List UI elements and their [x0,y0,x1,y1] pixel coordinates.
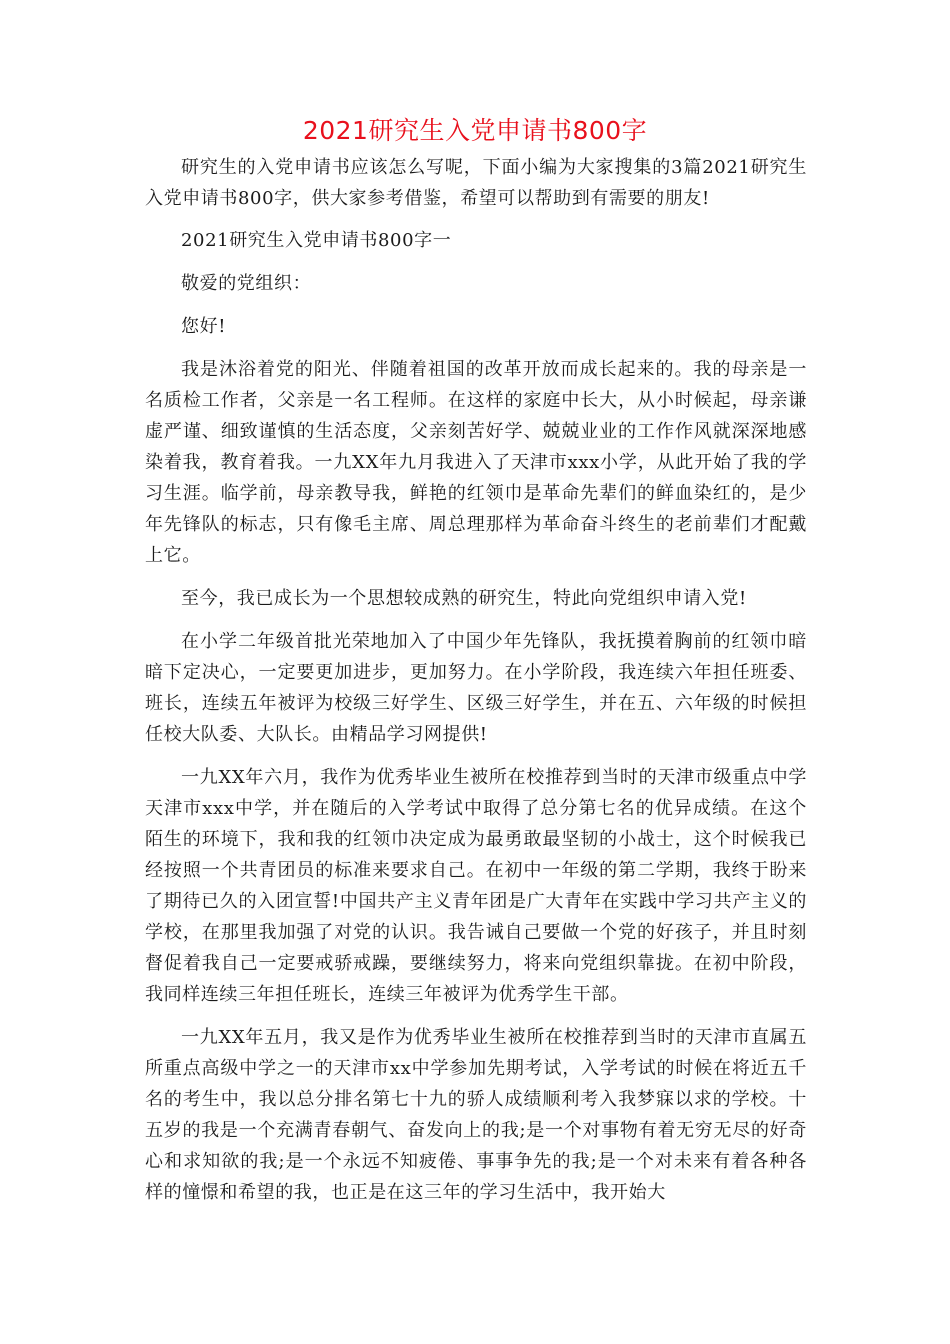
salutation: 敬爱的党组织： [181,273,312,294]
intro-paragraph: 研究生的入党申请书应该怎么写呢，下面小编为大家搜集的3篇2021研究生入党申请书800字，供大家参考借鉴，希望可以帮助到有需要的朋友! [145,157,807,209]
document-body [145,152,807,1220]
greeting: 您好! [181,316,227,337]
body-paragraph: 我是沐浴着党的阳光、伴随着祖国的改革开放而成长起来的。我的母亲是一名质检工作者，父亲是一名工程师。在这样的家庭中长大，从小时候起，母亲谦虚严谨、细致谨慎的生活态度，父亲刻苦好学、兢兢业业的工作作风就深深地感染着我，教育着我。一九XX年九月我进入了天津市xxx小学，从此开始了我的学习生涯。临学前，母亲教导我，鲜艳的红领巾是革命先辈们的鲜血染红的，是少年先锋队的标志，只有像毛主席、周总理那样为革命奋斗终生的老前辈们才配戴上它。 [145,359,807,566]
body-paragraph: 一九XX年六月，我作为优秀毕业生被所在校推荐到当时的天津市级重点中学天津市xxx中学，并在随后的入学考试中取得了总分第七名的优异成绩。在这个陌生的环境下，我和我的红领巾决定成为最勇敢最坚韧的小战士，这个时候我已经按照一个共青团员的标准来要求自己。在初中一年级的第二学期，我终于盼来了期待已久的入团宣誓!中国共产主义青年团是广大青年在实践中学习共产主义的学校，在那里我加强了对党的认识。我告诫自己要做一个党的好孩子，并且时刻督促着我自己一定要戒骄戒躁，要继续努力，将来向党组织靠拢。在初中阶段，我同样连续三年担任班长，连续三年被评为优秀学生干部。 [145,767,807,1005]
document-title: 2021研究生入党申请书800字 [302,116,648,145]
section-heading: 2021研究生入党申请书800字一 [181,230,452,251]
body-paragraph: 一九XX年五月，我又是作为优秀毕业生被所在校推荐到当时的天津市直属五所重点高级中学之一的天津市xx中学参加先期考试，入学考试的时候在将近五千名的考生中，我以总分排名第七十九的骄人成绩顺利考入我梦寐以求的学校。十五岁的我是一个充满青春朝气、奋发向上的我;是一个对事物有着无穷无尽的好奇心和求知欲的我;是一个永远不知疲倦、事事争先的我;是一个对未来有着各种各样的憧憬和希望的我，也正是在这三年的学习生活中，我开始大 [145,1027,807,1203]
body-paragraph: 在小学二年级首批光荣地加入了中国少年先锋队，我抚摸着胸前的红领巾暗暗下定决心，一定要更加进步，更加努力。在小学阶段，我连续六年担任班委、班长，连续五年被评为校级三好学生、区级三好学生，并在五、六年级的时候担任校大队委、大队长。由精品学习网提供! [145,631,807,745]
body-paragraph: 至今，我已成长为一个思想较成熟的研究生，特此向党组织申请入党! [181,588,747,609]
